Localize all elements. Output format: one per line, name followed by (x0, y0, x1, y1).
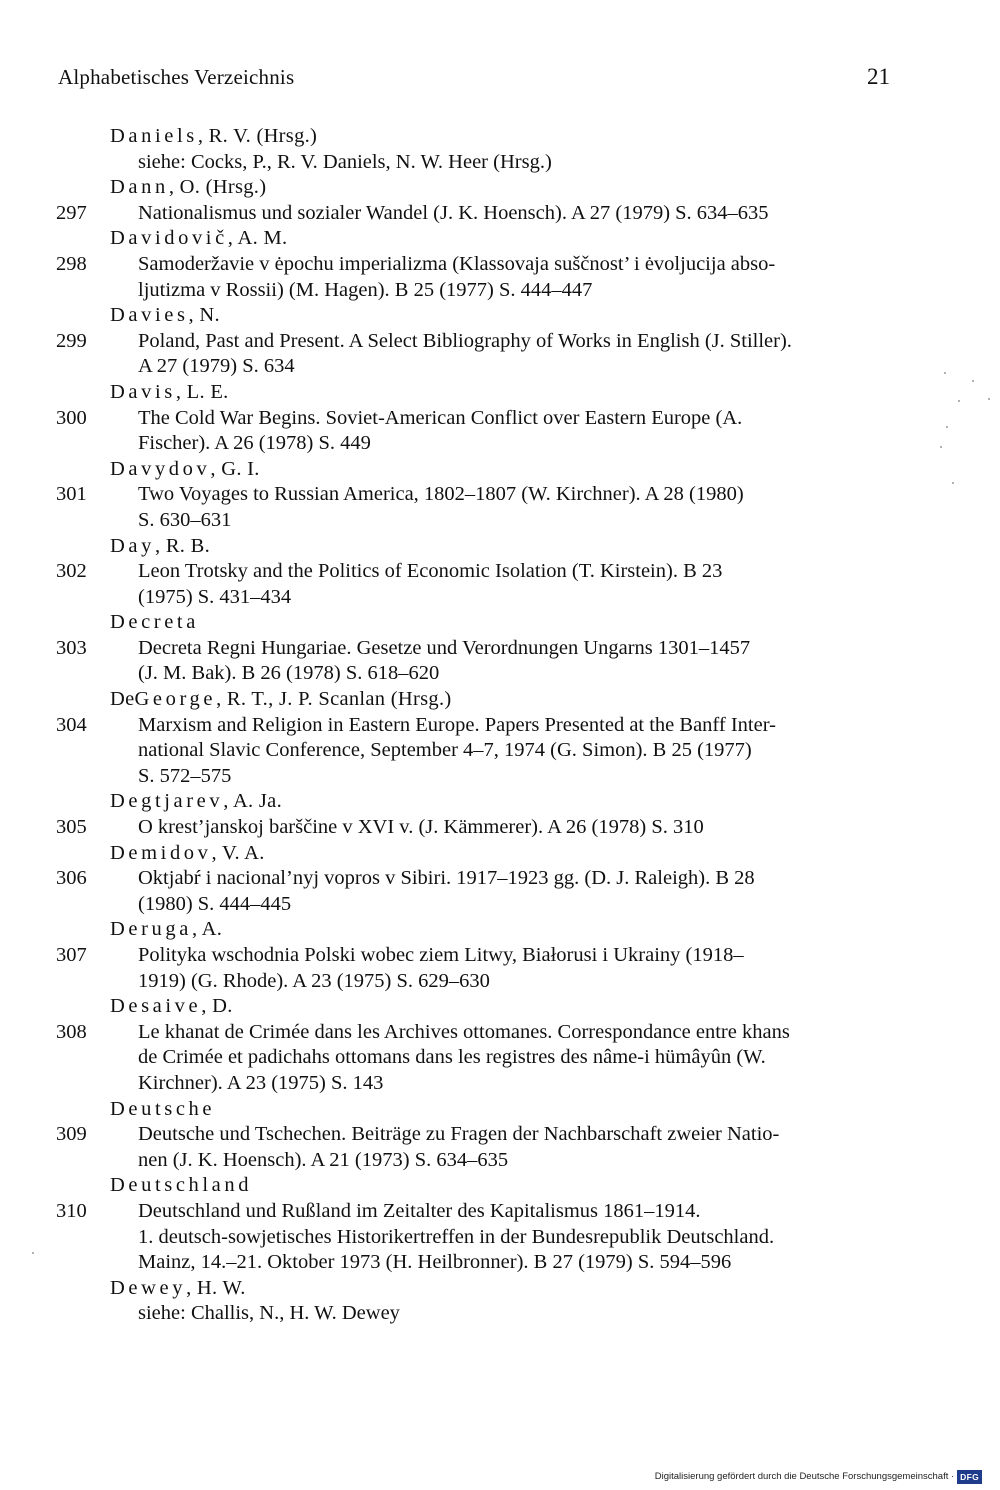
citation-line: Deutsche und Tschechen. Beiträge zu Fragen der Nachbarschaft zweier Natio- (138, 1123, 780, 1146)
citation-line: Two Voyages to Russian America, 1802–1807 (W. Kirchner). A 28 (1980) (138, 483, 744, 506)
author-initials: , R. T., J. P. Scanlan (Hrsg.) (216, 688, 452, 711)
author-initials: , G. I. (210, 457, 260, 480)
scan-speck (952, 482, 954, 484)
citation-line: S. 572–575 (138, 764, 232, 787)
work-citation (56, 1122, 906, 1173)
running-title: Alphabetisches Verzeichnis (58, 65, 295, 89)
work-citation (56, 329, 906, 380)
author-surname: Davidovič (110, 227, 228, 250)
author-surname: Demidov (110, 841, 212, 864)
author-surname: Davies (110, 304, 189, 327)
citation-line: ljutizma v Rossii) (M. Hagen). B 25 (1977) S. 444–447 (138, 278, 593, 301)
scan-speck (988, 398, 990, 400)
citation-line: The Cold War Begins. Soviet-American Conflict over Eastern Europe (A. (138, 406, 743, 429)
entry-number: 298 (56, 252, 87, 275)
work-citation (56, 559, 906, 610)
bibliography-entry (56, 380, 906, 457)
scan-speck (940, 446, 942, 448)
entry-number: 305 (56, 816, 87, 839)
bibliography-entry (56, 226, 906, 303)
work-citation (56, 1199, 906, 1276)
work-citation (56, 252, 906, 303)
author-initials: , A. Ja. (223, 790, 283, 813)
citation-line: Mainz, 14.–21. Oktober 1973 (H. Heilbronner). B 27 (1979) S. 594–596 (138, 1251, 732, 1274)
author-surname: Degtjarev (110, 790, 224, 813)
entry-number: 306 (56, 867, 87, 890)
work-citation (56, 406, 906, 457)
scan-speck (32, 1252, 34, 1254)
author-heading (56, 917, 906, 943)
entry-number: 310 (56, 1199, 87, 1222)
bibliography-entry (56, 1276, 906, 1327)
author-heading (56, 380, 906, 406)
author-heading (56, 610, 906, 636)
author-surname: Dann (110, 176, 169, 199)
citation-line: Poland, Past and Present. A Select Bibliography of Works in English (J. Stiller). (138, 329, 792, 352)
entry-number: 299 (56, 329, 87, 352)
author-heading (56, 789, 906, 815)
work-citation (56, 636, 906, 687)
author-initials: , O. (Hrsg.) (168, 176, 267, 199)
bibliography-entry (56, 303, 906, 380)
bibliography-entry (56, 1173, 906, 1275)
bibliography-entry (56, 457, 906, 534)
citation-line: Leon Trotsky and the Politics of Economic Isolation (T. Kirstein). B 23 (138, 560, 723, 583)
entry-number: 303 (56, 636, 87, 659)
author-heading (56, 994, 906, 1020)
citation-line: Le khanat de Crimée dans les Archives ottomanes. Correspondance entre khans (138, 1020, 790, 1043)
author-initials: , L. E. (175, 380, 229, 403)
bibliography-entry (56, 917, 906, 994)
author-surname: Dewey (110, 1276, 187, 1299)
entry-number: 297 (56, 201, 87, 224)
author-surname: Decreta (110, 611, 199, 634)
author-heading (56, 303, 906, 329)
citation-line: Decreta Regni Hungariae. Gesetze und Verordnungen Ungarns 1301–1457 (138, 636, 751, 659)
bibliography-entry (56, 994, 906, 1096)
author-prefix: De (110, 688, 135, 711)
citation-line: O krest’janskoj barščine v XVI v. (J. Kämmerer). A 26 (1978) S. 310 (138, 816, 704, 839)
footer-text: Digitalisierung gefördert durch die Deutsche Forschungsgemeinschaft · (654, 1471, 955, 1482)
citation-line: (1980) S. 444–445 (138, 892, 292, 915)
citation-line: Fischer). A 26 (1978) S. 449 (138, 432, 371, 455)
citation-line: Kirchner). A 23 (1975) S. 143 (138, 1071, 384, 1094)
author-surname: Deutsche (110, 1097, 216, 1120)
scan-speck (972, 380, 974, 382)
entry-number: 308 (56, 1020, 87, 1043)
citation-line: 1. deutsch-sowjetisches Historikertreffen in der Bundesrepublik Deutschland. (138, 1225, 775, 1248)
citation-line: (1975) S. 431–434 (138, 585, 292, 608)
author-surname: George (134, 688, 217, 711)
work-citation (56, 1020, 906, 1097)
scan-speck (946, 426, 948, 428)
author-heading (56, 226, 906, 252)
work-citation (56, 713, 906, 790)
dfg-logo-icon: DFG (957, 1470, 982, 1484)
bibliography-entry (56, 841, 906, 918)
bibliography-list (56, 124, 906, 1327)
author-heading (56, 841, 906, 867)
work-citation (56, 201, 906, 227)
entry-number: 304 (56, 713, 87, 736)
author-initials: , R. V. (Hrsg.) (197, 125, 318, 147)
author-heading (56, 534, 906, 560)
footer-credit (655, 1470, 982, 1484)
citation-line: Nationalismus und sozialer Wandel (J. K. Hoensch). A 27 (1979) S. 634–635 (138, 201, 769, 224)
citation-line: de Crimée et padichahs ottomans dans les registres des nâme-i hümâyûn (W. (138, 1046, 766, 1069)
author-surname: Desaive (110, 995, 202, 1018)
author-heading (56, 1276, 906, 1302)
citation-line: Polityka wschodnia Polski wobec ziem Litwy, Białorusi i Ukrainy (1918– (138, 944, 744, 966)
entry-number: 309 (56, 1123, 87, 1146)
see-also-reference: siehe: Challis, N., H. W. Dewey (138, 1302, 400, 1325)
citation-line: Oktjabŕ i nacional’nyj vopros v Sibiri. 1917–1923 gg. (D. J. Raleigh). B 28 (138, 867, 755, 890)
scan-speck (944, 372, 946, 374)
citation-line: Marxism and Religion in Eastern Europe. Papers Presented at the Banff Inter- (138, 713, 776, 736)
work-citation (56, 866, 906, 917)
author-surname: Daniels (110, 125, 198, 147)
author-initials: , R. B. (154, 534, 211, 557)
bibliography-entry (56, 534, 906, 611)
author-heading (56, 1173, 906, 1199)
bibliography-entry (56, 124, 906, 175)
citation-line: Deutschland und Rußland im Zeitalter des Kapitalismus 1861–1914. (138, 1199, 701, 1222)
citation-line: 1919) (G. Rhode). A 23 (1975) S. 629–630 (138, 969, 490, 992)
author-surname: Deutschland (110, 1174, 253, 1197)
work-citation (56, 943, 906, 994)
bibliography-entry (56, 1097, 906, 1174)
author-heading (56, 687, 906, 713)
scan-speck (958, 400, 960, 402)
citation-line: Samoderžavie v ėpochu imperializma (Klassovaja suščnost’ i ėvoljucija abso- (138, 252, 776, 275)
entry-number: 301 (56, 483, 87, 506)
entry-number: 302 (56, 560, 87, 583)
bibliography-entry (56, 175, 906, 226)
bibliography-entry (56, 789, 906, 840)
author-initials: , N. (188, 304, 220, 327)
author-heading (56, 457, 906, 483)
citation-line: S. 630–631 (138, 508, 232, 531)
entry-number: 300 (56, 406, 87, 429)
author-initials: , V. A. (211, 841, 265, 864)
bibliography-entry (56, 687, 906, 789)
author-surname: Day (110, 534, 155, 557)
author-initials: , D. (201, 995, 233, 1018)
citation-line: nen (J. K. Hoensch). A 21 (1973) S. 634–635 (138, 1148, 509, 1171)
author-heading (56, 1097, 906, 1123)
author-surname: Deruga (110, 918, 192, 941)
author-surname: Davis (110, 380, 176, 403)
page-number: 21 (867, 64, 890, 89)
author-surname: Davydov (110, 457, 211, 480)
author-initials: , H. W. (186, 1276, 246, 1299)
work-citation (56, 815, 906, 841)
citation-line: national Slavic Conference, September 4–7, 1974 (G. Simon). B 25 (1977) (138, 739, 752, 762)
entry-number: 307 (56, 944, 87, 966)
author-heading (56, 175, 906, 201)
author-initials: , A. M. (227, 227, 288, 250)
citation-line: (J. M. Bak). B 26 (1978) S. 618–620 (138, 662, 440, 685)
work-citation (56, 482, 906, 533)
author-initials: , A. (191, 918, 223, 941)
see-also-reference: siehe: Cocks, P., R. V. Daniels, N. W. Heer (Hrsg.) (138, 150, 552, 173)
author-heading (56, 124, 906, 150)
bibliography-entry (56, 610, 906, 687)
citation-line: A 27 (1979) S. 634 (138, 355, 295, 378)
